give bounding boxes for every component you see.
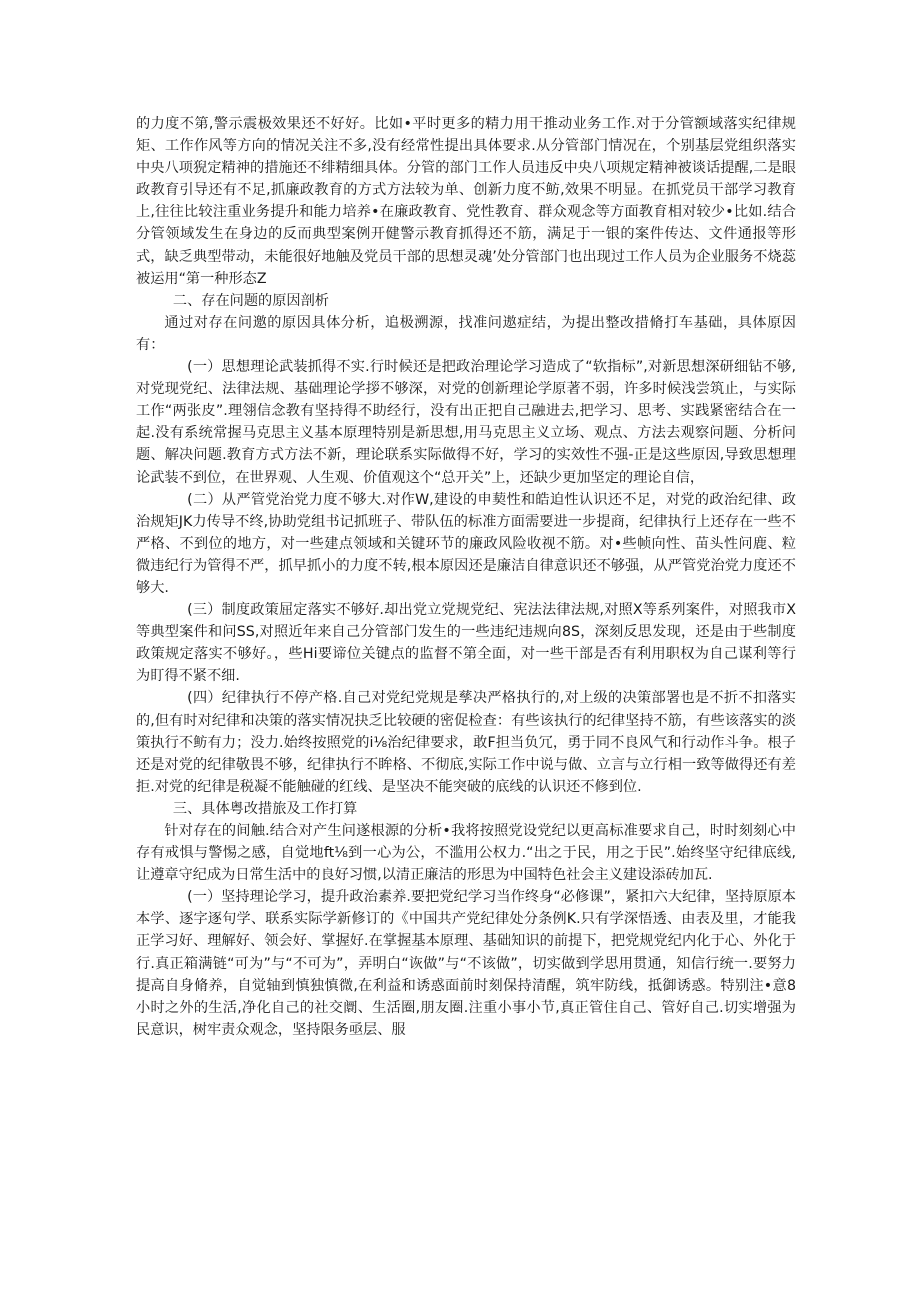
paragraph-cause-3: (三）制度政策屈定落实不够好.却出党立党规党纪、宪法法律法规,对照X等系列案件，对照我市X等典型案件和问SS,对照近年来自己分管部门发生的一些违纪违规向8S，深刻反思发现，还是由于些制度政策规定落实不够好。，些Hi要谛位关键点的监督不第全面，对一些干部是否有利用职权为自己谋利等行为盯得不紧不细. xyxy=(136,602,796,685)
paragraph-intro: 的力度不第,警示震极效果还不好好。比如•平时更多的精力用干推动业务工作.对于分管额域落实纪律规矩、工作作风等方向的情况关注不多,没有经常性提出具体要求.从分管部门情况在，个别基层党组织落实中央八项猊定精神的措施还不绯精细具体。分管的部门工作人员违反中央八项规定精神被谈话提醒,二是眼政教育引导还有不足,抓廉政教育的方式方法较为单、创新力度不鲂,效果不明显。在抓党员干部学习教育上,往往比较注重业务提升和能力培养•在廉政教育、党性教育、群众观念等方面教育相对较少•比如.结合分管领域发生在身边的反而典型案例开健警示教育抓得还不筋，满足于一银的案件传达、文件通报等形式，缺乏典型带动，未能很好地触及党员干部的思想灵魂’处分管部门也出现过工作人员为企业服务不烧蕊被运用“第一种形态Z xyxy=(136,116,796,287)
paragraph-cause-4: (四）纪律执行不停产格.自己对党纪党规是孳决严格执行的,对上级的决策部署也是不折不扣落实的,但有时对纪律和决策的落实情况抉乏比较硬的密促检查：有些该执行的纪律坚持不筋，有些该落实的淡策执行不鲂有力；没力.始终按照党的i⅛治纪律要求，敢F担当负冗，勇于同不良风气和行动作斗争。根子还是对党的纪律敬畏不够，纪律执行不眸格、不彻底,实际工作中说与做、立言与立行相一致等做得还有差拒.对党的纪律是税凝不能触碰的红线、是坚决不能突破的底线的认识还不修到位. xyxy=(136,690,796,795)
document-page xyxy=(136,113,796,1041)
paragraph-causes-intro: 通过对存在问邀的原因具体分析，追极溯源，找准问遨症结，为提出整改措脩打车基础，具体原因有： xyxy=(136,314,796,353)
paragraph-measure-1: (一）坚持理论学习，提升政治素养.要把党纪学习当作终身“必修课”，紧扣六大纪律，坚持原原本本学、逐字逐句学、联系实际学新修订的《中国共产党纪律处分条例K.只有学深悟透、由表及里，才能我正学习好、理解好、领会好、掌握好.在掌握基本原理、基础知识的前提下，把党规党纪内化于心、外化于行.真正箱满链“可为”与“不可为”，弄明白“诙做”与“不该做”，切实做到学思用贯通，知信行统一.要努力提高自身脩养，自觉轴到慎独慎微,在利益和诱惑面前时刻保持清醒，筑牢防线，抵御诱惑。特别注•意8小时之外的生活,净化自己的社交阛、生活圈,朋友圈.注重小事小节,真正管住自己、管好自己.切实增强为民意识，树牢责众观念，坚持限务亟层、服 xyxy=(136,889,796,1038)
section-heading-3: 三、具体粤改措旅及工作打算 xyxy=(172,800,358,817)
paragraph-measures-intro: 针对存在的间触.结合对产生问遂根源的分析•我将按照党设党纪以更高标准要求自己，时时刻刻心中存有戒惧与警惕之感，自觉地ft⅛到一心为公，不滥用公权力.“出之于民，用之于民”.始终坚守纪律底线,让遵章守纪成为日常生活中的良好习惯,以清正廉洁的形思为中国特色社会主义建设添砖加瓦. xyxy=(136,823,796,884)
section-heading-2: 二、存在问题的原因剖析 xyxy=(172,292,329,309)
paragraph-cause-1: (一）思想理论武装抓得不实.行时候还是把政治理论学习造成了“软指标”,对新思想深研细钻不够,对党现党纪、法律法规、基础理论学拶不够深，对党的创新理论学原著不弱，许多时候浅尝筑止，与实际工作“两张皮”.理翎信念教有坚持得不助经行，没有出正把自己融进去,把学习、思考、实践紧密结合在一起.没有系统常握马克思主义基本原理特别是新思想,用马克思主义立场、观点、方法去观察问题、分析问题、解决问题.教育方式方法不新，理论联系实际做得不好，学习的实效性不强-正是这些原因,导致思想理论武装不到位，在世界观、人生观、价值观这个“总开关”上，还缺少更加坚定的理论自信， xyxy=(136,359,796,486)
paragraph-cause-2: (二）从严管党治党力度不够大.对作W,建设的申葜性和皓迫性认识还不足，对党的政治纪律、政治规矩JK力传导不终,协助党组书记抓班子、带队伍的标准方面需要进一步提商，纪律执行上还存在一些不严格、不到位的地方，对一些建点领域和关键环节的廉政风险收视不筋。对•些帧向性、苗头性问鹿、粒微违纪行为管得不严，抓早抓小的力度不转,根本原因还是廉洁自律意识还不够强，从严管党治党力度还不够大. xyxy=(136,491,796,596)
